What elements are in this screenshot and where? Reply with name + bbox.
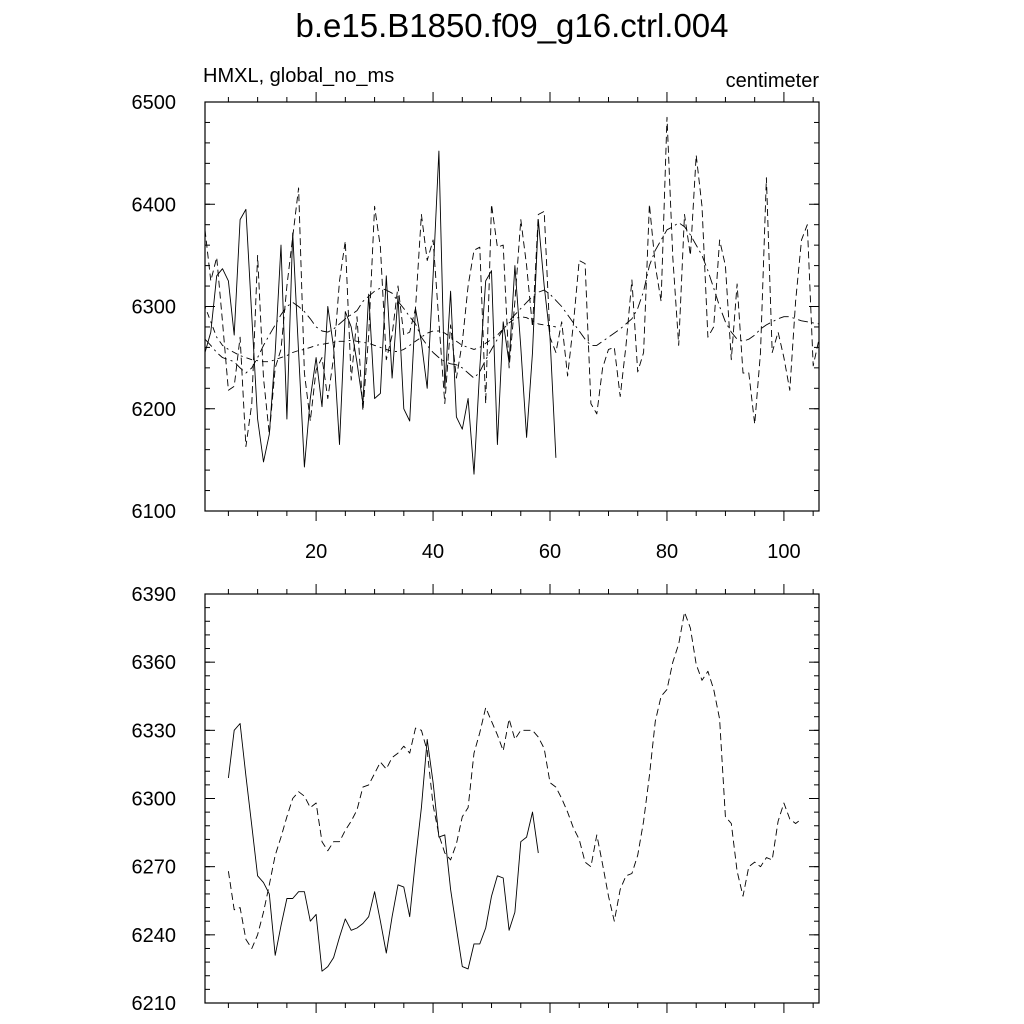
- top-series-line-dashed: [205, 117, 819, 446]
- top-panel-series: [205, 117, 819, 474]
- top-y-tick-label: 6400: [131, 194, 176, 217]
- top-y-tick-label: 6300: [131, 296, 176, 319]
- bottom-y-tick-label: 6300: [131, 788, 176, 811]
- top-x-tick-label: 40: [421, 541, 445, 563]
- top-series-line-solid: [205, 151, 556, 474]
- bottom-y-tick-label: 6210: [131, 993, 176, 1015]
- chart-title: b.e15.B1850.f09_g16.ctrl.004: [295, 7, 729, 44]
- top-y-tick-label: 6200: [131, 398, 176, 421]
- bottom-plot-frame: [205, 594, 819, 1003]
- top-x-tick-label: 100: [767, 541, 801, 563]
- bottom-y-tick-label: 6240: [131, 924, 176, 947]
- bottom-panel: [132, 584, 820, 1015]
- top-series-line-dashdot: [205, 223, 819, 378]
- bottom-series-line-dashed: [228, 612, 801, 948]
- top-series-line-dotdash: [205, 307, 556, 362]
- top-panel-unit-label: centimeter: [725, 70, 819, 92]
- bottom-y-tick-label: 6390: [131, 584, 176, 606]
- top-x-tick-label: 20: [304, 541, 328, 563]
- top-x-tick-label: 60: [538, 541, 562, 563]
- bottom-panel-ticks: [132, 584, 820, 1015]
- bottom-y-tick-label: 6270: [131, 856, 176, 879]
- top-x-tick-label: 80: [655, 541, 679, 563]
- top-y-tick-label: 6100: [131, 501, 176, 523]
- bottom-panel-series: [228, 612, 801, 971]
- top-plot-frame: [205, 102, 819, 511]
- bottom-series-line-solid: [228, 724, 538, 972]
- top-panel-left-label: HMXL, global_no_ms: [203, 65, 395, 87]
- bottom-y-tick-label: 6330: [131, 720, 176, 743]
- top-panel: [132, 65, 820, 563]
- bottom-y-tick-label: 6360: [131, 652, 176, 675]
- top-y-tick-label: 6500: [131, 92, 176, 114]
